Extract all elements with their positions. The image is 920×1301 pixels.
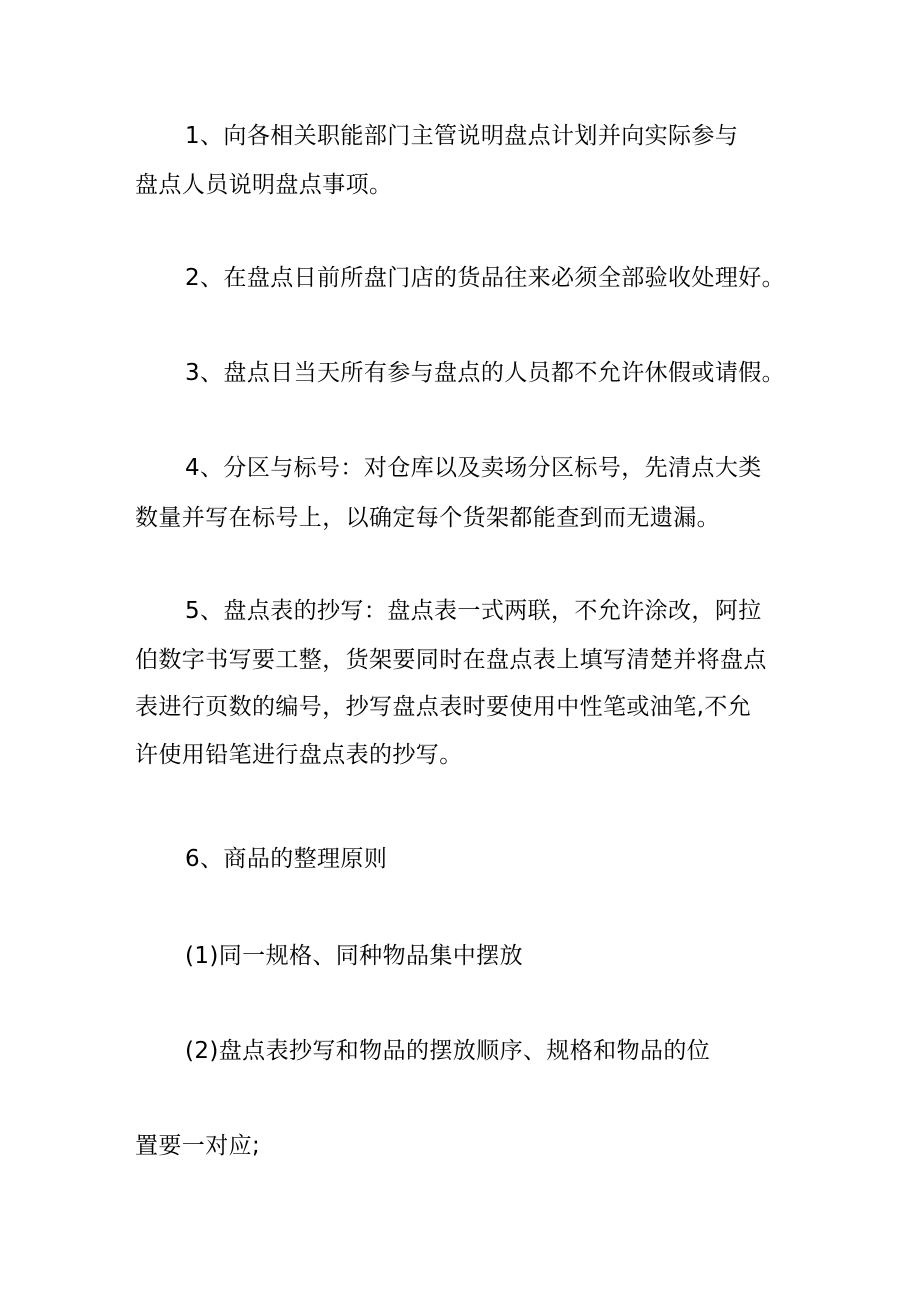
paragraph-1-line-1: 1、向各相关职能部门主管说明盘点计划并向实际参与: [185, 123, 739, 149]
paragraph-4-line-1: 4、分区与标号：对仓库以及卖场分区标号，先清点大类: [185, 455, 762, 481]
paragraph-5-line-4: 许使用铅笔进行盘点表的抄写。: [135, 742, 463, 768]
paragraph-5-line-2: 伯数字书写要工整，货架要同时在盘点表上填写清楚并将盘点: [135, 647, 767, 673]
paragraph-4-line-2: 数量并写在标号上，以确定每个货架都能查到而无遗漏。: [135, 505, 720, 531]
paragraph-6-1-line-1: (1)同一规格、同种物品集中摆放: [185, 943, 523, 969]
paragraph-6-line-1: 6、商品的整理原则: [185, 846, 388, 872]
paragraph-5-line-1: 5、盘点表的抄写：盘点表一式两联，不允许涂改，阿拉: [185, 598, 762, 624]
paragraph-6-2-line-2: 置要一对应;: [135, 1133, 261, 1159]
paragraph-2-line-1: 2、在盘点日前所盘门店的货品往来必须全部验收处理好。: [185, 265, 786, 291]
paragraph-3-line-1: 3、盘点日当天所有参与盘点的人员都不允许休假或请假。: [185, 360, 786, 386]
paragraph-1-line-2: 盘点人员说明盘点事项。: [135, 172, 393, 198]
paragraph-6-2-line-1: (2)盘点表抄写和物品的摆放顺序、规格和物品的位: [185, 1038, 711, 1064]
paragraph-5-line-3: 表进行页数的编号，抄写盘点表时要使用中性笔或油笔,不允: [135, 694, 752, 720]
